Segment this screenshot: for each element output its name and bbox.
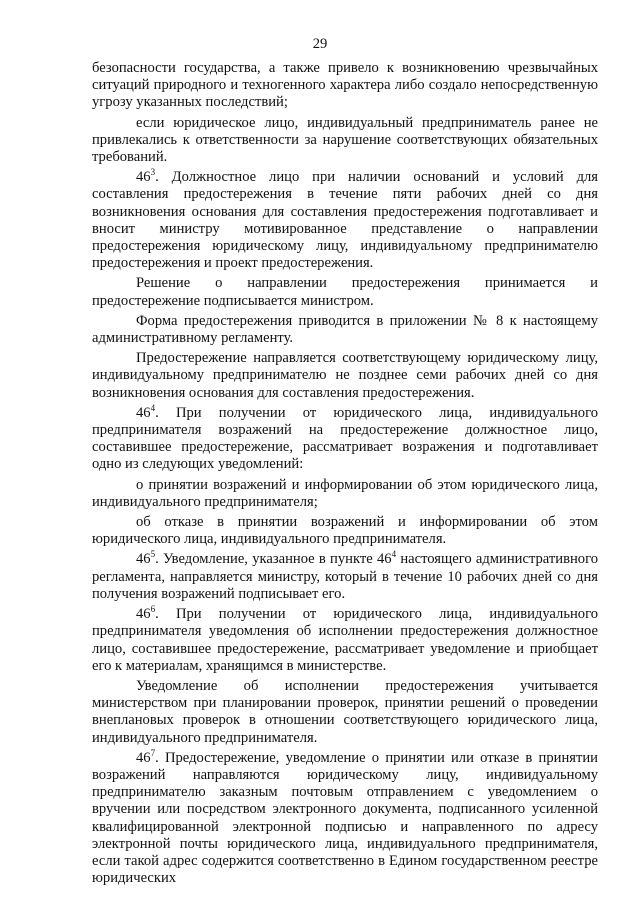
clause-text-continued: настоящего административного регламента, направляется министру, который в течение 10 рабочих дней со дня получения возражений подписывает его. [92,551,598,602]
paragraph-sending: Предостережение направляется соответствующему юридическому лицу, индивидуальному предпринимателю не позднее семи рабочих дней со дня возникновения основания для составления предостережения. [92,350,598,401]
page-number: 29 [312,36,328,52]
paragraph-46-4 [92,405,598,474]
clause-superscript: 3 [150,167,156,178]
clause-superscript: 7 [150,747,156,758]
clause-text: . При получении от юридического лица, индивидуального предпринимателя возражений на предостережение должностное лицо, составившее предостережение, рассматривает возражения и подготавливает одно из следующих уведомлений: [92,404,598,473]
paragraph-46-6 [92,606,598,675]
clause-number: 46 [136,169,151,186]
clause-superscript: 4 [150,403,156,413]
document-body [92,60,598,890]
clause-text: . Уведомление, указанное в пункте 46 [155,551,392,568]
paragraph-refusal: об отказе в принятии возражений и информировании об этом юридического лица, индивидуального предпринимателя. [92,514,598,548]
paragraph-condition: если юридическое лицо, индивидуальный предприниматель ранее не привлекались к ответственности за нарушение соответствующих обязательных требований. [92,114,598,166]
clause-text: . Должностное лицо при наличии оснований и условий для составления предостережения в течение пяти рабочих дней со дня возникновения основания для составления предостережения подготавливает и вносит министру мотивированное представление о направлении предостережения юридическому лицу, индивидуальному предпринимателю предостережения и проект предостережения. [92,169,598,272]
clause-number: 46 [136,749,151,766]
clause-text: . Предостережение, уведомление о принятии или отказе в принятии возражений направляются юридическому лицу, индивидуальному предпринимателю заказным почтовым отправлением с уведомлением о вручении или посредством электронного документа, подписанного усиленной квалифицированной электронной подписью и направленного по адресу электронной почты юридического лица, индивидуального предпринимателя, если такой адрес содержится соответственно в Едином государственном реестре юридических [92,749,598,887]
paragraph-planning: Уведомление об исполнении предостережения учитывается министерством при планировании проверок, принятии решений о проведении внеплановых проверок в отношении соответствующего юридического лица, индивидуального предпринимателя. [92,677,598,746]
paragraph-acceptance: о принятии возражений и информировании об этом юридического лица, индивидуального предпринимателя; [92,476,598,510]
clause-number: 46 [136,404,151,421]
paragraph-form: Форма предостережения приводится в приложении № 8 к настоящему административному регламенту. [92,312,598,347]
clause-number: 46 [136,551,151,568]
paragraph-decision: Решение о направлении предостережения принимается и предостережение подписывается министром. [92,275,598,309]
paragraph-46-5 [92,551,598,603]
paragraph-continuation: безопасности государства, а также привело к возникновению чрезвычайных ситуаций природного и техногенного характера либо создало непосредственную угрозу указанных последствий; [92,60,598,111]
clause-number: 46 [136,606,151,623]
reference-superscript: 4 [391,549,397,560]
paragraph-46-3 [92,169,598,272]
clause-superscript: 5 [150,549,156,560]
paragraph-46-7 [92,747,598,888]
clause-superscript: 6 [150,604,156,615]
clause-text: . При получении от юридического лица, индивидуального предпринимателя уведомления об исполнении предостережения должностное лицо, составившее предостережение, рассматривает уведомление и приобщает его к материалам, хранящимся в министерстве. [92,606,598,674]
